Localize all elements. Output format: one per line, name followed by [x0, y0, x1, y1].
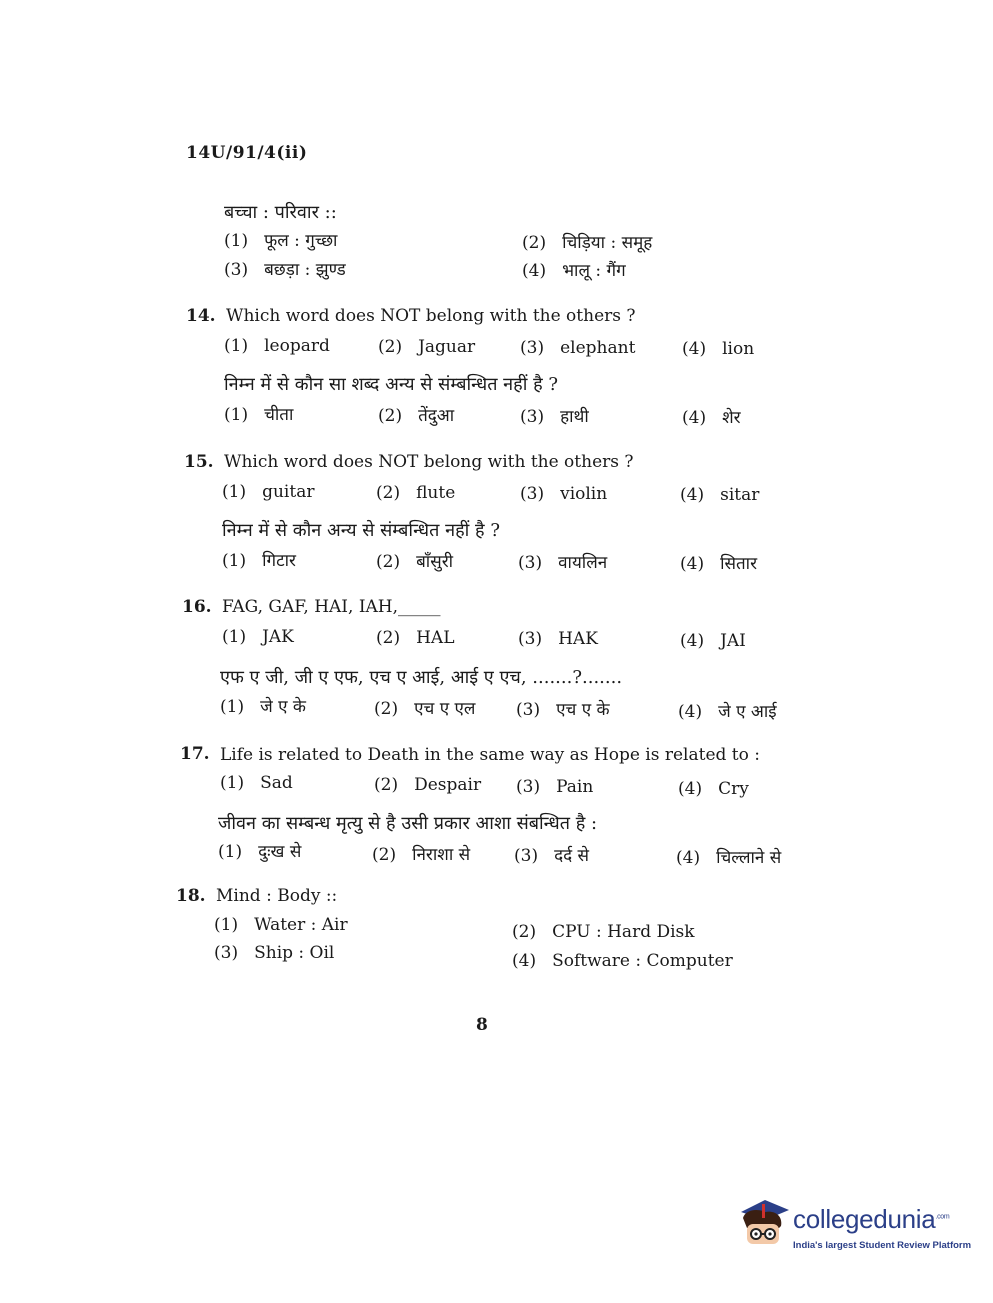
- collegedunia-watermark: [735, 1196, 972, 1264]
- q14-question-hindi: निम्न में से कौन सा शब्द अन्य से संम्बन्धित नहीं है ?: [224, 374, 559, 395]
- q15-hindi-option-4: (4) सितार: [680, 554, 758, 574]
- q17-option-4: (4) Cry: [678, 779, 749, 799]
- q15-question-hindi: निम्न में से कौन अन्य से संम्बन्धित नहीं है ?: [222, 520, 500, 541]
- student-mascot-icon: [735, 1196, 791, 1260]
- page-number: 8: [476, 1015, 488, 1035]
- q16-option-3: (3) HAK: [518, 629, 598, 649]
- q14-option-1: (1) leopard: [224, 336, 330, 356]
- q13-option-3: (3) बछड़ा : झुण्ड: [224, 260, 346, 280]
- q17-hindi-option-3: (3) दर्द से: [514, 846, 590, 866]
- q13-option-2: (2) चिड़िया : समूह: [522, 233, 653, 253]
- q14-hindi-option-3: (3) हाथी: [520, 407, 589, 427]
- q15-option-4: (4) sitar: [680, 485, 760, 505]
- brand-name: collegedunia$^{.com}$: [793, 1204, 950, 1234]
- q16-number: 16.: [182, 597, 212, 617]
- q14-hindi-option-2: (2) तेंदुआ: [378, 406, 455, 426]
- q15-question: Which word does NOT belong with the others ?: [224, 452, 634, 472]
- q15-hindi-option-3: (3) वायलिन: [518, 553, 608, 573]
- q13-hindi-prompt: बच्चा : परिवार ::: [224, 202, 337, 223]
- q18-option-2: (2) CPU : Hard Disk: [512, 922, 695, 942]
- q14-option-4: (4) lion: [682, 339, 755, 359]
- q17-option-3: (3) Pain: [516, 777, 594, 797]
- q17-hindi-option-2: (2) निराशा से: [372, 845, 471, 865]
- q16-hindi-option-3: (3) एच ए के: [516, 700, 610, 720]
- q14-option-3: (3) elephant: [520, 338, 636, 358]
- q16-question: FAG, GAF, HAI, IAH,_____: [222, 597, 441, 617]
- q17-hindi-option-4: (4) चिल्लाने से: [676, 848, 782, 868]
- q13-option-4: (4) भालू : गैंग: [522, 261, 626, 281]
- q14-option-2: (2) Jaguar: [378, 337, 476, 357]
- q14-number: 14.: [186, 306, 216, 326]
- q14-question: Which word does NOT belong with the others ?: [226, 306, 636, 326]
- q17-option-1: (1) Sad: [220, 773, 293, 793]
- paper-code: 14U/91/4(ii): [186, 143, 308, 163]
- q15-option-1: (1) guitar: [222, 482, 315, 502]
- q14-hindi-option-4: (4) शेर: [682, 408, 741, 428]
- q16-option-4: (4) JAI: [680, 631, 746, 651]
- q17-number: 17.: [180, 744, 210, 764]
- q15-option-2: (2) flute: [376, 483, 456, 503]
- q17-option-2: (2) Despair: [374, 775, 482, 795]
- q17-question-hindi: जीवन का सम्बन्ध मृत्यु से है उसी प्रकार आशा संबन्धित है :: [218, 813, 598, 834]
- q18-option-1: (1) Water : Air: [214, 915, 348, 935]
- q16-option-1: (1) JAK: [222, 627, 294, 647]
- brand-tagline: India's largest Student Review Platform: [793, 1240, 972, 1251]
- q16-question-hindi: एफ ए जी, जी ए एफ, एच ए आई, आई ए एच, .......?.......: [220, 667, 623, 688]
- q18-option-4: (4) Software : Computer: [512, 951, 733, 971]
- q15-number: 15.: [184, 452, 214, 472]
- q18-option-3: (3) Ship : Oil: [214, 943, 335, 963]
- q18-question: Mind : Body ::: [216, 886, 338, 906]
- q15-hindi-option-1: (1) गिटार: [222, 551, 296, 571]
- q14-hindi-option-1: (1) चीता: [224, 405, 294, 425]
- q13-option-1: (1) फूल : गुच्छा: [224, 231, 338, 251]
- q16-hindi-option-2: (2) एच ए एल: [374, 699, 476, 719]
- q16-option-2: (2) HAL: [376, 628, 455, 648]
- q17-hindi-option-1: (1) दुःख से: [218, 842, 302, 862]
- q16-hindi-option-1: (1) जे ए के: [220, 697, 306, 717]
- q15-option-3: (3) violin: [520, 484, 608, 504]
- q17-question: Life is related to Death in the same way as Hope is related to :: [220, 745, 761, 765]
- q15-hindi-option-2: (2) बाँसुरी: [376, 552, 454, 572]
- q18-number: 18.: [176, 886, 206, 906]
- q16-hindi-option-4: (4) जे ए आई: [678, 702, 777, 722]
